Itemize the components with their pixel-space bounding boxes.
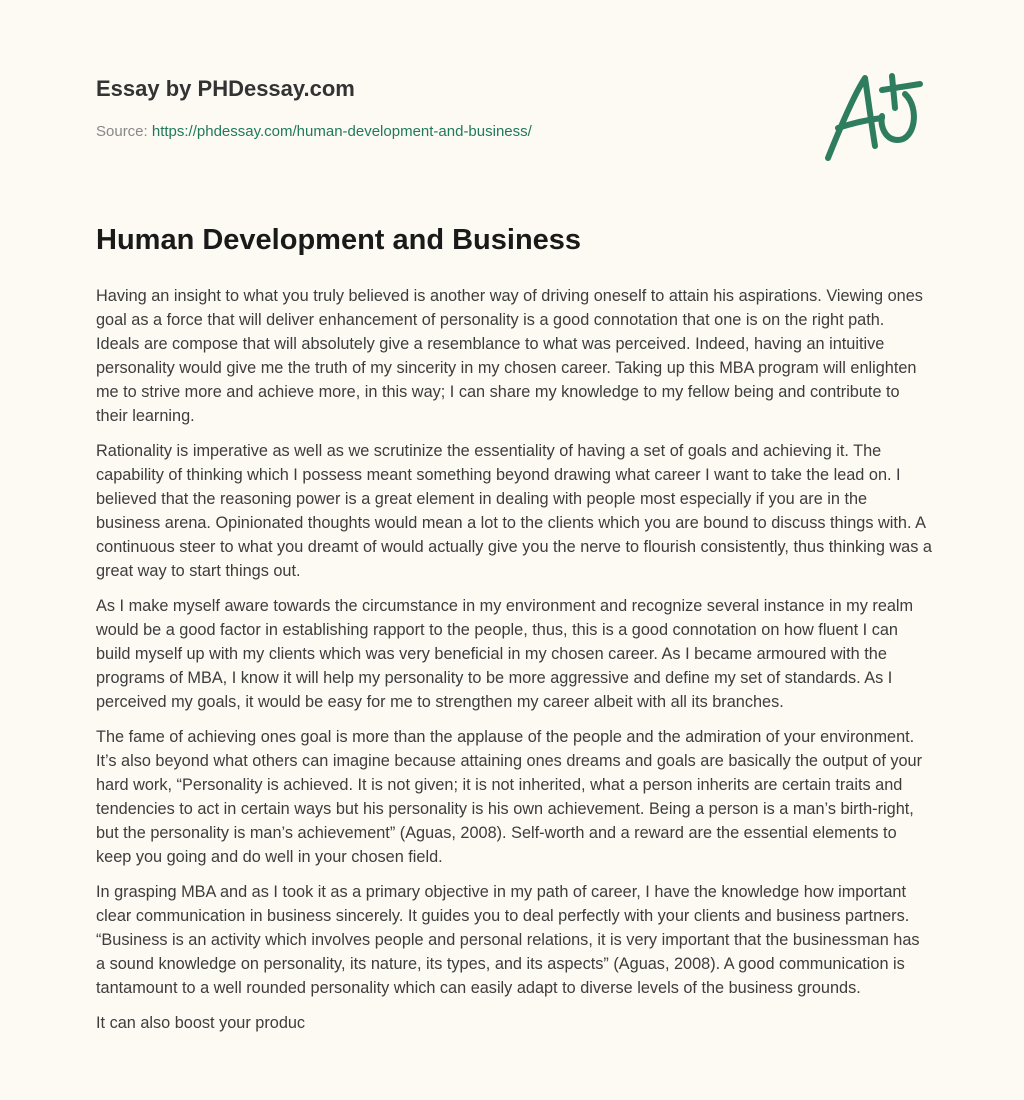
a-plus-logo-icon bbox=[820, 68, 930, 168]
essay-paragraph: The fame of achieving ones goal is more than the applause of the people and the admiration of your environment. It’s also beyond what others can imagine because attaining ones dreams and goals are basically the output of your hard work, “Personality is achieved. It is not given; it is not inherited, what a person inherits are certain traits and tendencies to act in certain ways but his personality is his own achievement. Being a person is a man’s birth-right, but the personality is man’s achievement” (Aguas, 2008). Self-worth and a reward are the essential elements to keep you going and do well in your chosen field. bbox=[96, 728, 923, 866]
essay-paragraph: As I make myself aware towards the circumstance in my environment and recognize several instance in my realm would be a good factor in establishing rapport to the people, thus, this is a good connotation on how fluent I can build myself up with my clients which was very beneficial in my chosen career. As I became armoured with the programs of MBA, I know it will help my personality to be more aggressive and define my set of standards. As I perceived my goals, it would be easy for me to strengthen my career albeit with all its branches. bbox=[96, 597, 914, 711]
essay-paragraph: In grasping MBA and as I took it as a primary objective in my path of career, I have the knowledge how important clear communication in business sincerely. It guides you to deal perfectly with your clients and business partners. “Business is an activity which involves people and personal relations, it is very important that the businessman has a sound knowledge on personality, its nature, its types, and its aspects” (Aguas, 2008). A good communication is tantamount to a well rounded personality which can easily adapt to diverse levels of the business grounds. bbox=[96, 883, 920, 997]
source-label: Source: bbox=[96, 123, 148, 140]
source-link[interactable]: https://phdessay.com/human-development-and-business/ bbox=[151, 123, 532, 140]
site-title: Essay by PHDessay.com bbox=[96, 76, 355, 101]
essay-paragraph: Having an insight to what you truly believed is another way of driving oneself to attain his aspirations. Viewing ones goal as a force that will deliver enhancement of personality is a good connotation that one is on the right path. Ideals are compose that will absolutely give a resemblance to what was perceived. Indeed, having an intuitive personality would give me the truth of my sincerity in my chosen career. Taking up this MBA program will enlighten me to strive more and achieve more, in this way; I can share my knowledge to my fellow being and contribute to their learning. bbox=[96, 287, 923, 425]
essay-paragraph: It can also boost your produc bbox=[96, 1014, 306, 1032]
source-line bbox=[96, 123, 532, 140]
essay-paragraph: Rationality is imperative as well as we scrutinize the essentiality of having a set of goals and achieving it. The capability of thinking which I possess meant something beyond drawing what career I want to take the lead on. I believed that the reasoning power is a great element in dealing with people most especially if you are in the business arena. Opinionated thoughts would mean a lot to the clients which you are bound to discuss things with. A continuous steer to what you dreamt of would actually give you the nerve to flourish consistently, thus thinking was a great way to start things out. bbox=[96, 442, 932, 580]
essay-title: Human Development and Business bbox=[96, 224, 582, 256]
essay-body bbox=[96, 284, 932, 1046]
